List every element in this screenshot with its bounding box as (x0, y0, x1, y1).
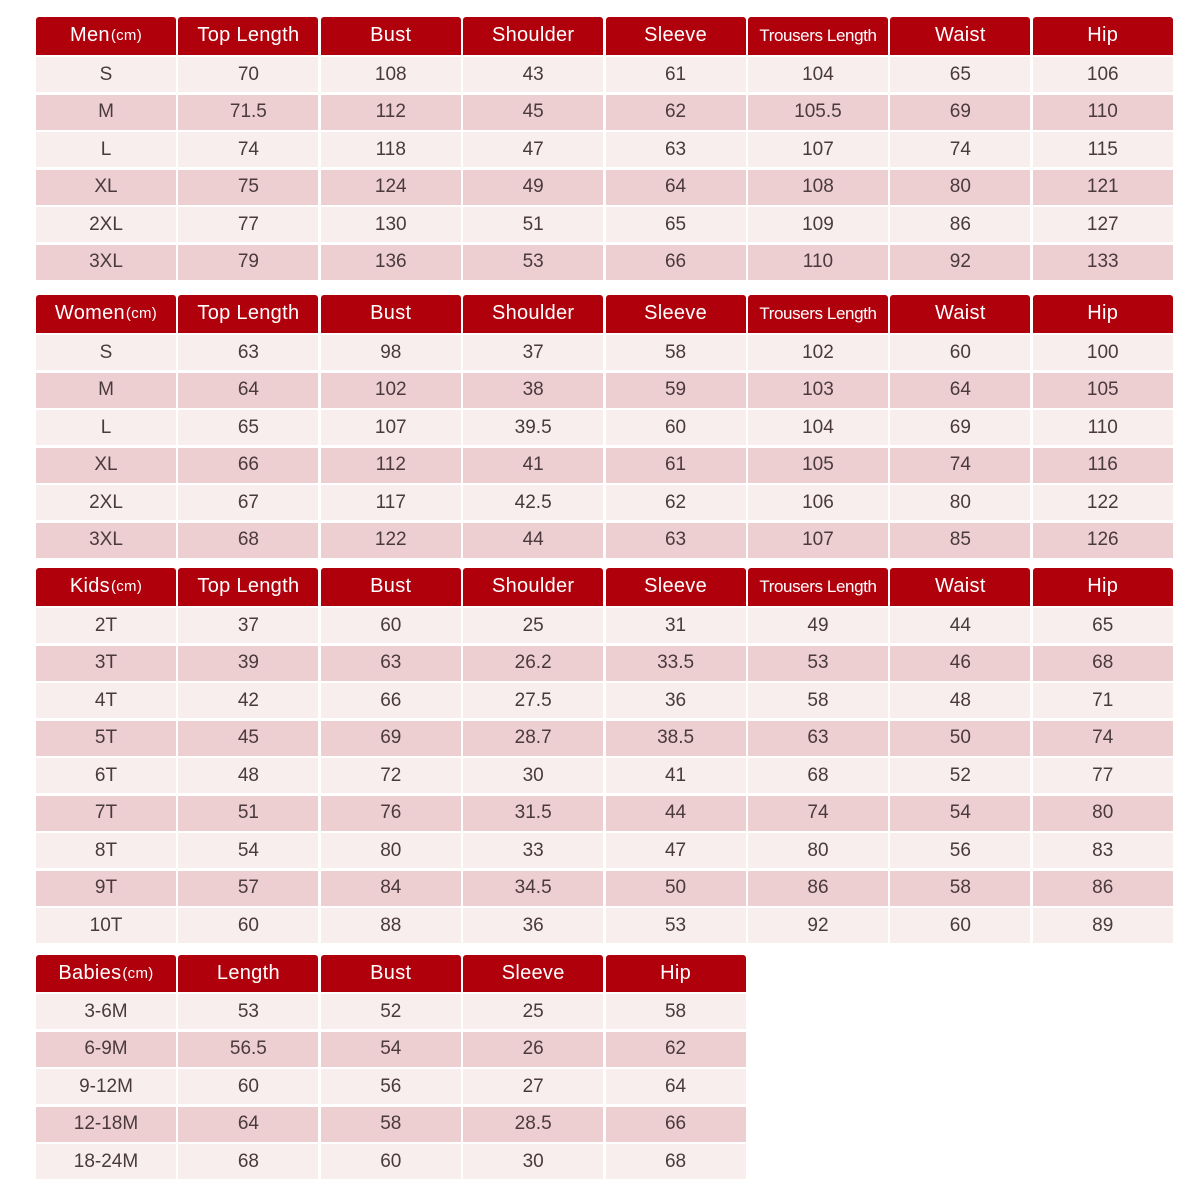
measurement-cell: 49 (463, 170, 603, 205)
column-header: Top Length (178, 568, 318, 606)
column-header: Waist (890, 295, 1030, 333)
measurement-cell: 65 (606, 207, 746, 242)
table-title: Babies (58, 961, 122, 984)
table-row (36, 796, 1173, 834)
measurement-cell: 36 (463, 908, 603, 943)
measurement-cell: 108 (321, 57, 461, 92)
size-label: 3T (36, 646, 176, 681)
size-label: 6-9M (36, 1032, 176, 1067)
measurement-cell: 63 (606, 132, 746, 167)
measurement-cell: 58 (748, 683, 888, 718)
column-header: Sleeve (463, 955, 603, 992)
table-row (36, 523, 1173, 561)
measurement-cell: 53 (748, 646, 888, 681)
table-title-cell (36, 955, 176, 992)
table-row (36, 335, 1173, 373)
measurement-cell: 49 (748, 608, 888, 643)
measurement-cell: 56 (890, 833, 1030, 868)
measurement-cell: 45 (178, 721, 318, 756)
size-label: 9T (36, 871, 176, 906)
measurement-cell: 116 (1033, 448, 1173, 483)
measurement-cell: 58 (606, 335, 746, 370)
column-header: Waist (890, 17, 1030, 55)
table-row (36, 1032, 746, 1070)
measurement-cell: 122 (1033, 485, 1173, 520)
measurement-cell: 92 (748, 908, 888, 943)
measurement-cell: 71 (1033, 683, 1173, 718)
measurement-cell: 30 (463, 1144, 603, 1179)
measurement-cell: 98 (321, 335, 461, 370)
measurement-cell: 64 (890, 373, 1030, 408)
table-row (36, 245, 1173, 283)
table-row (36, 410, 1173, 448)
measurement-cell: 64 (606, 1069, 746, 1104)
measurement-cell: 60 (890, 335, 1030, 370)
size-label: S (36, 335, 176, 370)
column-header: Shoulder (463, 17, 603, 55)
measurement-cell: 44 (890, 608, 1030, 643)
measurement-cell: 31 (606, 608, 746, 643)
measurement-cell: 28.7 (463, 721, 603, 756)
measurement-cell: 72 (321, 758, 461, 793)
measurement-cell: 77 (1033, 758, 1173, 793)
measurement-cell: 60 (321, 608, 461, 643)
table-header-row (36, 955, 746, 994)
table-row (36, 683, 1173, 721)
measurement-cell: 68 (178, 523, 318, 558)
measurement-cell: 80 (321, 833, 461, 868)
measurement-cell: 31.5 (463, 796, 603, 831)
size-label: 5T (36, 721, 176, 756)
measurement-cell: 61 (606, 448, 746, 483)
measurement-cell: 56.5 (178, 1032, 318, 1067)
measurement-cell: 77 (178, 207, 318, 242)
measurement-cell: 48 (890, 683, 1030, 718)
measurement-cell: 89 (1033, 908, 1173, 943)
column-header: Bust (321, 295, 461, 333)
measurement-cell: 104 (748, 57, 888, 92)
column-header: Sleeve (606, 295, 746, 333)
measurement-cell: 41 (463, 448, 603, 483)
measurement-cell: 63 (748, 721, 888, 756)
measurement-cell: 51 (178, 796, 318, 831)
measurement-cell: 45 (463, 95, 603, 130)
measurement-cell: 44 (463, 523, 603, 558)
measurement-cell: 27.5 (463, 683, 603, 718)
measurement-cell: 107 (321, 410, 461, 445)
measurement-cell: 60 (890, 908, 1030, 943)
table-header-row (36, 568, 1173, 608)
size-label: 18-24M (36, 1144, 176, 1179)
table-title: Kids (69, 575, 110, 598)
measurement-cell: 50 (890, 721, 1030, 756)
measurement-cell: 79 (178, 245, 318, 280)
table-row (36, 994, 746, 1032)
measurement-cell: 107 (748, 523, 888, 558)
table-row (36, 207, 1173, 245)
kids-size-table (36, 568, 1173, 946)
measurement-cell: 80 (748, 833, 888, 868)
measurement-cell: 65 (1033, 608, 1173, 643)
table-title-cell (36, 17, 176, 55)
table-title-cell (36, 295, 176, 333)
column-header: Trousers Length (748, 568, 888, 606)
size-label: M (36, 373, 176, 408)
measurement-cell: 60 (321, 1144, 461, 1179)
measurement-cell: 58 (890, 871, 1030, 906)
measurement-cell: 86 (748, 871, 888, 906)
column-header: Shoulder (463, 568, 603, 606)
measurement-cell: 115 (1033, 132, 1173, 167)
table-title-cell (36, 568, 176, 606)
table-row (36, 57, 1173, 95)
table-unit: (cm) (110, 27, 142, 45)
measurement-cell: 68 (178, 1144, 318, 1179)
column-header: Hip (1033, 295, 1173, 333)
size-label: 2XL (36, 207, 176, 242)
table-row (36, 1107, 746, 1145)
size-label: 4T (36, 683, 176, 718)
measurement-cell: 63 (178, 335, 318, 370)
measurement-cell: 74 (1033, 721, 1173, 756)
table-row (36, 1144, 746, 1182)
table-header-row (36, 295, 1173, 335)
measurement-cell: 102 (748, 335, 888, 370)
measurement-cell: 41 (606, 758, 746, 793)
measurement-cell: 86 (890, 207, 1030, 242)
measurement-cell: 54 (890, 796, 1030, 831)
table-row (36, 721, 1173, 759)
measurement-cell: 62 (606, 1032, 746, 1067)
size-label: 9-12M (36, 1069, 176, 1104)
measurement-cell: 83 (1033, 833, 1173, 868)
measurement-cell: 85 (890, 523, 1030, 558)
size-label: 12-18M (36, 1107, 176, 1142)
column-header: Top Length (178, 17, 318, 55)
measurement-cell: 86 (1033, 871, 1173, 906)
column-header: Hip (1033, 568, 1173, 606)
measurement-cell: 64 (606, 170, 746, 205)
table-row (36, 95, 1173, 133)
column-header: Trousers Length (748, 17, 888, 55)
measurement-cell: 110 (1033, 95, 1173, 130)
column-header: Bust (321, 17, 461, 55)
measurement-cell: 88 (321, 908, 461, 943)
size-label: 10T (36, 908, 176, 943)
size-label: 8T (36, 833, 176, 868)
measurement-cell: 52 (321, 994, 461, 1029)
measurement-cell: 59 (606, 373, 746, 408)
measurement-cell: 44 (606, 796, 746, 831)
measurement-cell: 136 (321, 245, 461, 280)
measurement-cell: 39.5 (463, 410, 603, 445)
measurement-cell: 66 (178, 448, 318, 483)
measurement-cell: 67 (178, 485, 318, 520)
measurement-cell: 68 (606, 1144, 746, 1179)
table-unit: (cm) (110, 578, 143, 596)
measurement-cell: 26.2 (463, 646, 603, 681)
measurement-cell: 25 (463, 608, 603, 643)
measurement-cell: 105 (1033, 373, 1173, 408)
measurement-cell: 80 (890, 485, 1030, 520)
size-label: L (36, 410, 176, 445)
measurement-cell: 61 (606, 57, 746, 92)
measurement-cell: 80 (890, 170, 1030, 205)
measurement-cell: 53 (463, 245, 603, 280)
size-label: 6T (36, 758, 176, 793)
measurement-cell: 107 (748, 132, 888, 167)
measurement-cell: 37 (463, 335, 603, 370)
measurement-cell: 130 (321, 207, 461, 242)
size-label: L (36, 132, 176, 167)
measurement-cell: 38.5 (606, 721, 746, 756)
measurement-cell: 62 (606, 485, 746, 520)
measurement-cell: 65 (178, 410, 318, 445)
measurement-cell: 75 (178, 170, 318, 205)
measurement-cell: 60 (178, 1069, 318, 1104)
measurement-cell: 74 (890, 132, 1030, 167)
women-size-table (36, 295, 1173, 560)
measurement-cell: 64 (178, 1107, 318, 1142)
table-title: Men (70, 24, 110, 47)
measurement-cell: 62 (606, 95, 746, 130)
measurement-cell: 25 (463, 994, 603, 1029)
measurement-cell: 126 (1033, 523, 1173, 558)
measurement-cell: 68 (1033, 646, 1173, 681)
measurement-cell: 66 (606, 245, 746, 280)
table-row (36, 448, 1173, 486)
table-header-row (36, 17, 1173, 57)
table-title: Women (54, 302, 125, 325)
measurement-cell: 26 (463, 1032, 603, 1067)
table-row (36, 170, 1173, 208)
measurement-cell: 118 (321, 132, 461, 167)
measurement-cell: 47 (463, 132, 603, 167)
measurement-cell: 102 (321, 373, 461, 408)
column-header: Shoulder (463, 295, 603, 333)
measurement-cell: 109 (748, 207, 888, 242)
size-label: M (36, 95, 176, 130)
measurement-cell: 38 (463, 373, 603, 408)
measurement-cell: 28.5 (463, 1107, 603, 1142)
measurement-cell: 34.5 (463, 871, 603, 906)
measurement-cell: 47 (606, 833, 746, 868)
column-header: Hip (1033, 17, 1173, 55)
measurement-cell: 54 (321, 1032, 461, 1067)
measurement-cell: 50 (606, 871, 746, 906)
measurement-cell: 57 (178, 871, 318, 906)
measurement-cell: 105 (748, 448, 888, 483)
measurement-cell: 36 (606, 683, 746, 718)
measurement-cell: 53 (606, 908, 746, 943)
table-row (36, 908, 1173, 946)
measurement-cell: 58 (606, 994, 746, 1029)
measurement-cell: 63 (321, 646, 461, 681)
measurement-cell: 127 (1033, 207, 1173, 242)
measurement-cell: 64 (178, 373, 318, 408)
measurement-cell: 60 (178, 908, 318, 943)
measurement-cell: 80 (1033, 796, 1173, 831)
column-header: Hip (606, 955, 746, 992)
measurement-cell: 112 (321, 448, 461, 483)
size-label: 7T (36, 796, 176, 831)
measurement-cell: 74 (748, 796, 888, 831)
size-label: 3XL (36, 245, 176, 280)
size-label: 2T (36, 608, 176, 643)
measurement-cell: 48 (178, 758, 318, 793)
measurement-cell: 70 (178, 57, 318, 92)
measurement-cell: 37 (178, 608, 318, 643)
column-header: Top Length (178, 295, 318, 333)
measurement-cell: 52 (890, 758, 1030, 793)
babies-size-table (36, 955, 746, 1182)
measurement-cell: 108 (748, 170, 888, 205)
measurement-cell: 74 (890, 448, 1030, 483)
measurement-cell: 110 (748, 245, 888, 280)
measurement-cell: 42 (178, 683, 318, 718)
measurement-cell: 69 (890, 95, 1030, 130)
measurement-cell: 60 (606, 410, 746, 445)
measurement-cell: 104 (748, 410, 888, 445)
size-label: XL (36, 448, 176, 483)
men-size-table (36, 17, 1173, 282)
measurement-cell: 69 (890, 410, 1030, 445)
measurement-cell: 43 (463, 57, 603, 92)
table-unit: (cm) (125, 305, 158, 323)
table-row (36, 758, 1173, 796)
measurement-cell: 27 (463, 1069, 603, 1104)
measurement-cell: 105.5 (748, 95, 888, 130)
size-label: S (36, 57, 176, 92)
measurement-cell: 66 (606, 1107, 746, 1142)
measurement-cell: 46 (890, 646, 1030, 681)
column-header: Length (178, 955, 318, 992)
size-label: 3-6M (36, 994, 176, 1029)
table-row (36, 646, 1173, 684)
table-row (36, 485, 1173, 523)
measurement-cell: 124 (321, 170, 461, 205)
measurement-cell: 58 (321, 1107, 461, 1142)
measurement-cell: 33.5 (606, 646, 746, 681)
measurement-cell: 69 (321, 721, 461, 756)
measurement-cell: 63 (606, 523, 746, 558)
column-header: Waist (890, 568, 1030, 606)
table-row (36, 871, 1173, 909)
table-row (36, 132, 1173, 170)
column-header: Trousers Length (748, 295, 888, 333)
measurement-cell: 30 (463, 758, 603, 793)
measurement-cell: 106 (1033, 57, 1173, 92)
measurement-cell: 65 (890, 57, 1030, 92)
measurement-cell: 106 (748, 485, 888, 520)
column-header: Bust (321, 955, 461, 992)
column-header: Sleeve (606, 568, 746, 606)
measurement-cell: 68 (748, 758, 888, 793)
measurement-cell: 56 (321, 1069, 461, 1104)
measurement-cell: 54 (178, 833, 318, 868)
measurement-cell: 103 (748, 373, 888, 408)
measurement-cell: 92 (890, 245, 1030, 280)
measurement-cell: 76 (321, 796, 461, 831)
table-row (36, 373, 1173, 411)
measurement-cell: 84 (321, 871, 461, 906)
measurement-cell: 33 (463, 833, 603, 868)
column-header: Sleeve (606, 17, 746, 55)
measurement-cell: 74 (178, 132, 318, 167)
measurement-cell: 53 (178, 994, 318, 1029)
column-header: Bust (321, 568, 461, 606)
table-unit: (cm) (122, 964, 154, 982)
size-label: 2XL (36, 485, 176, 520)
measurement-cell: 112 (321, 95, 461, 130)
measurement-cell: 110 (1033, 410, 1173, 445)
measurement-cell: 133 (1033, 245, 1173, 280)
table-row (36, 1069, 746, 1107)
table-row (36, 833, 1173, 871)
size-label: XL (36, 170, 176, 205)
measurement-cell: 42.5 (463, 485, 603, 520)
measurement-cell: 39 (178, 646, 318, 681)
table-row (36, 608, 1173, 646)
measurement-cell: 66 (321, 683, 461, 718)
measurement-cell: 100 (1033, 335, 1173, 370)
measurement-cell: 122 (321, 523, 461, 558)
measurement-cell: 117 (321, 485, 461, 520)
measurement-cell: 121 (1033, 170, 1173, 205)
measurement-cell: 51 (463, 207, 603, 242)
measurement-cell: 71.5 (178, 95, 318, 130)
size-label: 3XL (36, 523, 176, 558)
